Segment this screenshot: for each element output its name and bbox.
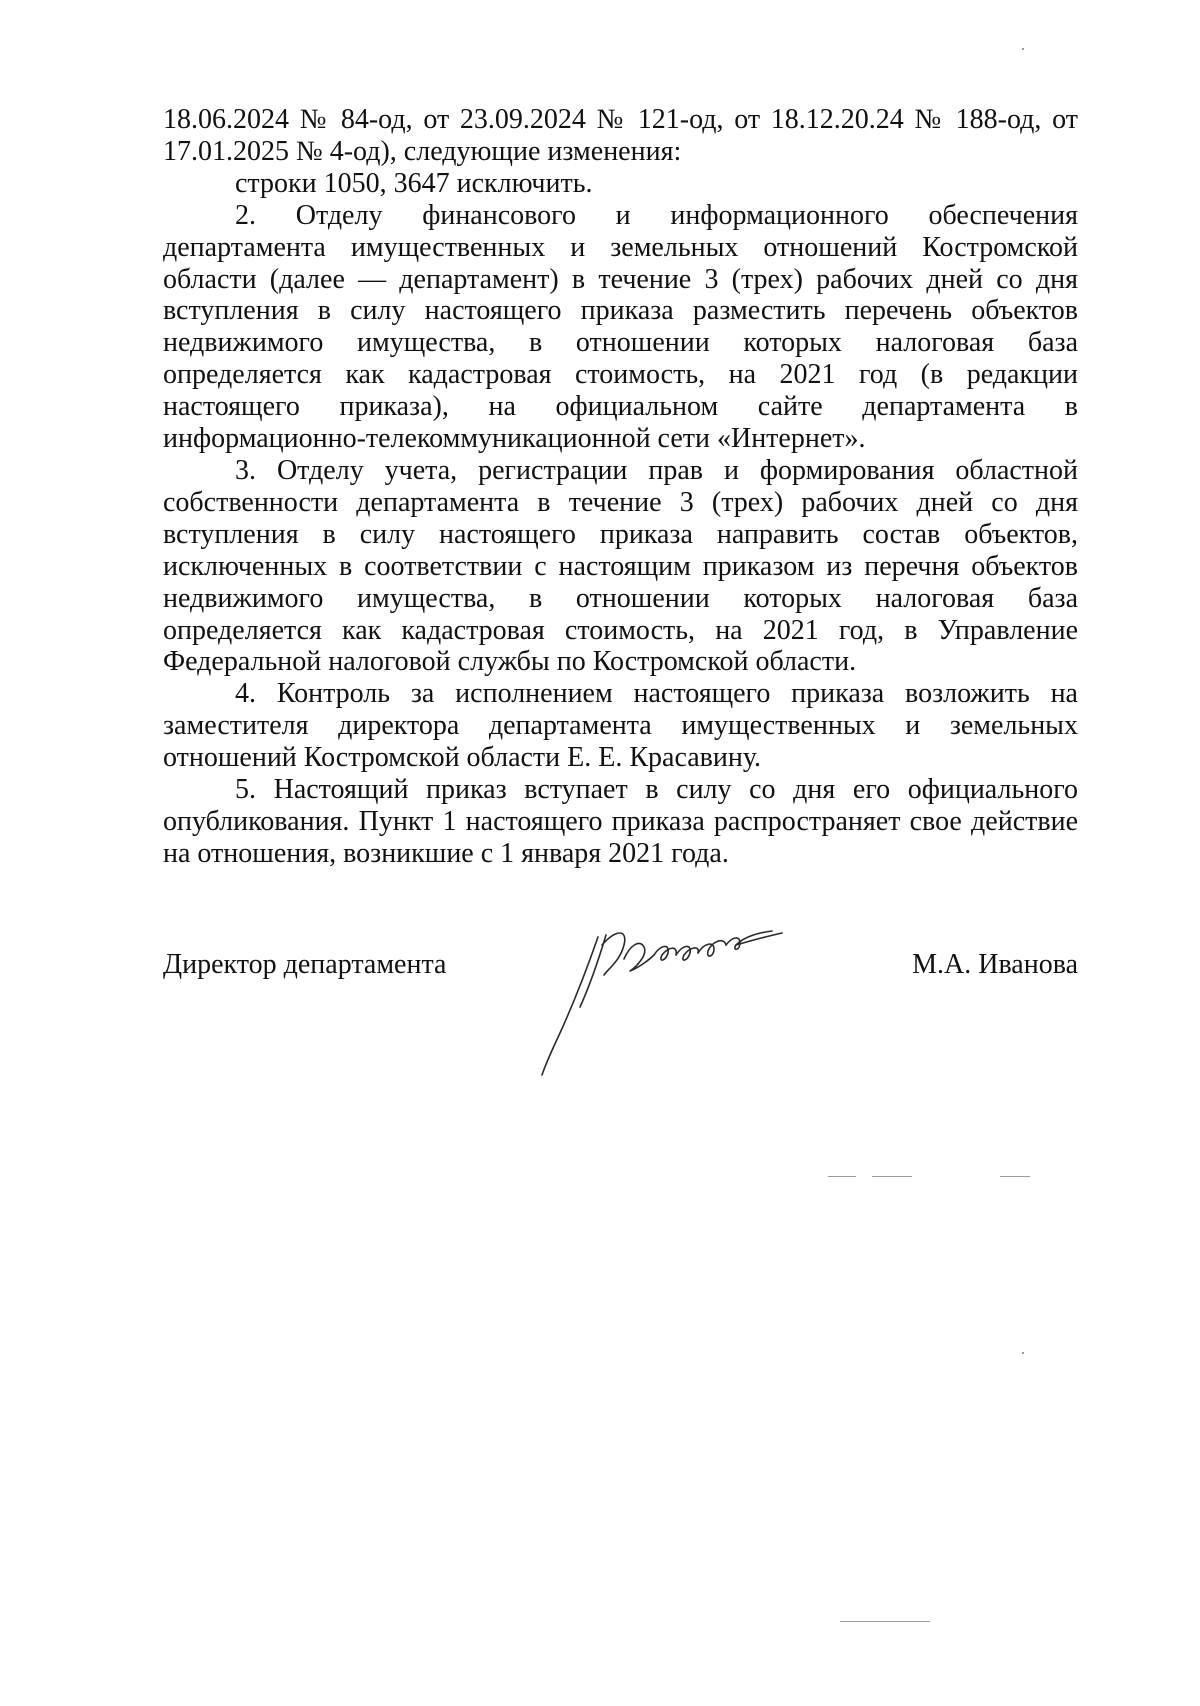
scan-speck: [872, 1176, 912, 1177]
paragraph-item-3: 3. Отделу учета, регистрации прав и формирования областной собственности департамента в течение 3 (трех) рабочих дней со дня вступления в силу настоящего приказа направить состав объектов, исключенных в соответствии с настоящим приказом из перечня объектов недвижимого имущества, в отношении которых налоговая база определяется как кадастровая стоимость, на 2021 год, в Управление Федеральной налоговой службы по Костромской области.: [163, 454, 1078, 678]
scan-speck: [828, 1176, 856, 1177]
scan-speck: [1022, 1352, 1024, 1354]
signatory-name: М.А. Иванова: [912, 949, 1078, 980]
paragraph-item-5: 5. Настоящий приказ вступает в силу со дня его официального опубликования. Пункт 1 настоящего приказа распространяет свое действие на отношения, возникшие с 1 января 2021 года.: [163, 774, 1078, 869]
scan-speck: [840, 1621, 930, 1622]
scan-speck: [1000, 1176, 1030, 1177]
signatory-title: Директор департамента: [163, 949, 447, 980]
document-body: [163, 104, 1078, 870]
scan-speck: [1022, 48, 1024, 50]
paragraph-item-4: 4. Контроль за исполнением настоящего приказа возложить на заместителя директора департамента имущественных и земельных отношений Костромской области Е. Е. Красавину.: [163, 678, 1078, 774]
paragraph-amendment-dates: 18.06.2024 № 84-од, от 23.09.2024 № 121-од, от 18.12.20.24 № 188-од, от 17.01.2025 № 4-од), следующие изменения:: [163, 104, 1078, 167]
paragraph-lines-excluded: строки 1050, 3647 исключить.: [235, 167, 593, 199]
handwritten-signature: [520, 915, 820, 1085]
paragraph-item-2: 2. Отделу финансового и информационного обеспечения департамента имущественных и земельных отношений Костромской области (далее — департамент) в течение 3 (трех) рабочих дней со дня вступления в силу настоящего приказа разместить перечень объектов недвижимого имущества, в отношении которых налоговая база определяется как кадастровая стоимость, на 2021 год (в редакции настоящего приказа), на официальном сайте департамента в информационно-телекоммуникационной сети «Интернет».: [163, 199, 1078, 455]
